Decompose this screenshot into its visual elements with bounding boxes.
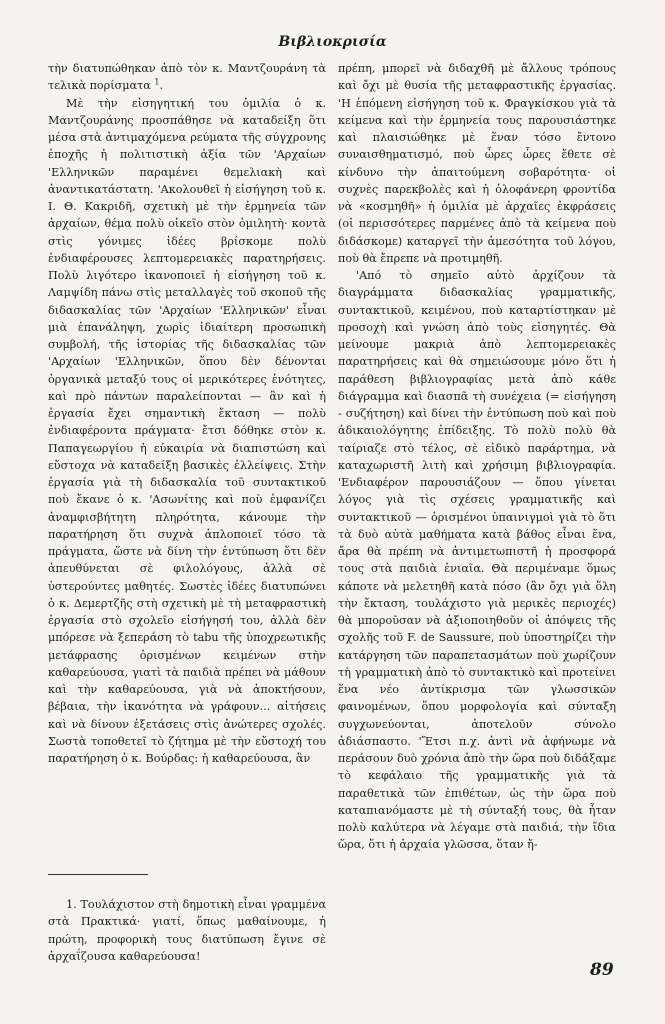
paragraph-text: τὴν διατυπώθηκαν ἀπὸ τὸν κ. Μαντζουράνη τὰ τελικὰ πορίσματα <box>48 62 326 93</box>
footnote-text: 1. Τουλάχιστον στὴ δημοτικὴ εἶναι γραμμένα στὰ Πρακτικά· γιατί, ὅπως μαθαίνουμε, ἡ πρώτη, προφορικὴ τους διατύπωση ἔγινε σὲ ἀρχαΐζουσα καθαρεύουσα! <box>48 898 326 963</box>
running-header: Βιβλιοκρισία <box>278 34 387 50</box>
paragraph <box>48 60 326 95</box>
paragraph: πρέπη, μπορεῖ νὰ διδαχθῆ μὲ ἄλλους τρόπους καὶ ὄχι μὲ θυσία τῆς μεταφραστικῆς ἐργασίας. 'Η ἑπόμενη εἰσήγηση τοῦ κ. Φραγκίσκου γιὰ τὰ κείμενα καὶ τὴν ἑρμηνεία τους παρουσιάστηκε καὶ πλαισιώθηκε μὲ ἕναν τόσο ἔντονο συναισθηματισμό, ποὺ ὧρες ὧρες ἔθετε σὲ κίνδυνο τὴν ἀπαιτούμενη σοβαρότητα· οἱ συχνὲς παρεκβολὲς καὶ ἡ ὁλοφάνερη φροντίδα νὰ «κοσμηθῆ» ἡ ὁμιλία μὲ ἀρχαῖες ἐκφράσεις (οἱ περισσότερες παρμένες ἀπὸ τὰ κείμενα ποὺ διδάσκομε) καταργεῖ τὴν ἀμεσότητα τοῦ λόγου, ποὺ θὰ ἔπρεπε νὰ προτιμηθῆ. <box>338 62 616 265</box>
paragraph: Μὲ τὴν εἰσηγητική του ὁμιλία ὁ κ. Μαντζουράνης προσπάθησε νὰ καταδείξη ὅτι μέσα στὰ ἀντιμαχόμενα ρεύματα τῆς σύγχρονης ἐποχῆς ἡ πολιτιστικὴ ἀξία τῶν 'Αρχαίων 'Ελληνικῶν παραμένει θεμελιακὴ καὶ ἀναντικατάστατη. 'Ακολουθεῖ ἡ εἰσήγηση τοῦ κ. Ι. Θ. Κακριδῆ, σχετικὴ μὲ τὴν ἑρμηνεία τῶν ἀρχαίων, θέμα πολὺ οἰκεῖο στὸν ὁμιλητὴ· κοντὰ στὶς γόνιμες ἰδέες βρίσκομε πολὺ ἐνδιαφέρουσες λεπτομερειακὲς παρατηρήσεις. Πολὺ λιγότερο ἱκανοποιεῖ ἡ εἰσήγηση τοῦ κ. Λαμψίδη πάνω στὶς μεταλλαγὲς τοῦ σκοποῦ τῆς διδασκαλίας τῶν 'Αρχαίων 'Ελληνικῶν' εἶναι μιὰ ἐπανάληψη, χωρὶς ἰδιαίτερη προσωπικὴ συμβολή, τῆς ἱστορίας τῆς διδασκαλίας τῶν 'Αρχαίων 'Ελληνικῶν, ὅπου δὲν δένονται ὀργανικὰ μεταξύ τους οἱ μερικότερες ἑνότητες, καὶ πρὸ πάντων παραλείπονται — ἂν καὶ ἡ ἐργασία ἔχει σημαντικὴ ἔκταση — πολὺ ἐνδιαφέροντα πράγματα· ἔτσι δόθηκε στὸν κ. Παπαγεωργίου ἡ εὐκαιρία νὰ διαπιστώση καὶ εὔστοχα νὰ καταδείξη βασικὲς ἐλλείψεις. Στὴν ἐργασία γιὰ τὴ διδασκαλία τοῦ συντακτικοῦ ποὺ ἔκανε ὁ κ. 'Ασωνίτης καὶ ποὺ ἐμφανίζει ἀναμφισβήτητη πληρότητα, κάνουμε τὴν παρατήρηση ὅτι συχνὰ ἁπλοποιεῖ τόσο τὰ πράγματα, ὥστε νὰ δίνη τὴν ἐντύπωση ὅτι δὲν ἀπευθύνεται σὲ φιλολόγους, ἀλλὰ σὲ ὑστερούντες μαθητές. Σωστὲς ἰδέες διατυπώνει ὁ κ. Δεμερτζῆς στὴ σχετικὴ μὲ τὴ μεταφραστικὴ ἐργασία στὸ σχολεῖο εἰσήγησή του, ἀλλὰ δὲν μπόρεσε νὰ ξεπεράση τὸ tabu τῆς ὑποχρεωτικῆς μετάφρασης ὁρισμένων κειμένων στὴν καθαρεύουσα, γιατὶ τὰ παιδιὰ πρέπει νὰ μάθουν καὶ τὴν καθαρεύουσα, γιὰ νὰ ἀποκτήσουν, βέβαια, τὴν ἱκανότητα νὰ γράφουν... αἰτήσεις καὶ νὰ δίνουν ἐξετάσεις στὶς ἀνώτερες σχολές. Σωστὰ τοποθετεῖ τὸ ζήτημα μὲ τὴν εὔστοχή του παρατήρηση ὁ κ. Βούρδας: ἡ καθαρεύουσα, ἂν <box>48 96 326 765</box>
left-column <box>48 60 326 767</box>
right-column <box>338 60 616 854</box>
footnote <box>48 896 326 965</box>
paragraph: 'Από τὸ σημεῖο αὐτὸ ἀρχίζουν τὰ διαγράμματα διδασκαλίας γραμματικῆς, συντακτικοῦ, κειμένου, ποὺ καταρτίστηκαν μὲ προσοχὴ καὶ γνώση ἀπὸ τοὺς εἰσηγητές. Θὰ μείνουμε μακριὰ ἀπὸ λεπτομερειακὲς παρατηρήσεις καὶ θὰ σημειώσουμε μόνο ὅτι ἡ παράθεση βιβλιογραφίας μετὰ ἀπὸ κάθε διάγραμμα καὶ διασπᾶ τὴ συνέχεια (= εἰσήγηση - συζήτηση) καὶ δίνει τὴν ἐντύπωση ποὺ καὶ ποὺ ἀδικαιολόγητης ἐπίδειξης. Τὸ πολὺ πολὺ θὰ ταίριαζε στὸ τέλος, σὲ εἰδικὸ παράρτημα, νὰ καταχωριστῆ λιτὴ καὶ χρήσιμη βιβλιογραφία. 'Ενδιαφέρον παρουσιάζουν — ὅπου γίνεται λόγος γιὰ τὶς σχέσεις γραμματικῆς καὶ συντακτικοῦ — ὁρισμένοι ὑπαινιγμοὶ γιὰ τὸ ὅτι τὰ δυὸ αὐτὰ μαθήματα κατὰ βάθος εἶναι ἕνα, ἄρα θὰ πρέπη νὰ ἀντιμετωπιστῆ ἡ προσφορά τους στὰ παιδιὰ ἑνιαῖα. Θὰ περιμέναμε ὅμως κάποτε νὰ μελετηθῆ κατὰ πόσο (ἂν ὄχι γιὰ ὅλη τὴν ἔκταση, τουλάχιστο γιὰ μερικὲς περιοχές) θὰ μποροῦσαν νὰ ἀξιοποιηθοῦν οἱ ἀπόψεις τῆς σχολῆς τοῦ F. de Saussure, ποὺ ὑποστηρίζει τὴν κατάργηση τῶν παραπετασμάτων ποὺ χωρίζουν τὴ γραμματικὴ ἀπὸ τὸ συντακτικὸ καὶ προτείνει ἕνα νέο ἀντίκρισμα τῶν γλωσσικῶν φαινομένων, ὅπου μορφολογία καὶ σύνταξη συγχωνεύονται, ἀποτελοῦν σύνολο ἀδιάσπαστο. 'Ἔτσι π.χ. ἀντὶ νὰ ἀφήνωμε νὰ περάσουν δυὸ χρόνια ἀπὸ τὴν ὥρα ποὺ διδάξαμε τὸ κεφάλαιο τῆς γραμματικῆς γιὰ τὰ παραθετικὰ τῶν ἐπιθέτων, ὡς τὴν ὥρα ποὺ καταπιανόμαστε μὲ τὴ σύνταξή τους, θὰ ἦταν πολὺ καλύτερα νὰ λέγαμε στὰ παιδιά, τὴν ἴδια ὥρα, ὅτι ἡ ἀρχαία γλῶσσα, ὅταν ἤ- <box>338 269 616 852</box>
page-number: 89 <box>590 960 614 980</box>
footnote-marker: 1 <box>154 77 160 87</box>
footnote-divider <box>48 874 148 875</box>
paragraph-end: . <box>159 79 164 93</box>
